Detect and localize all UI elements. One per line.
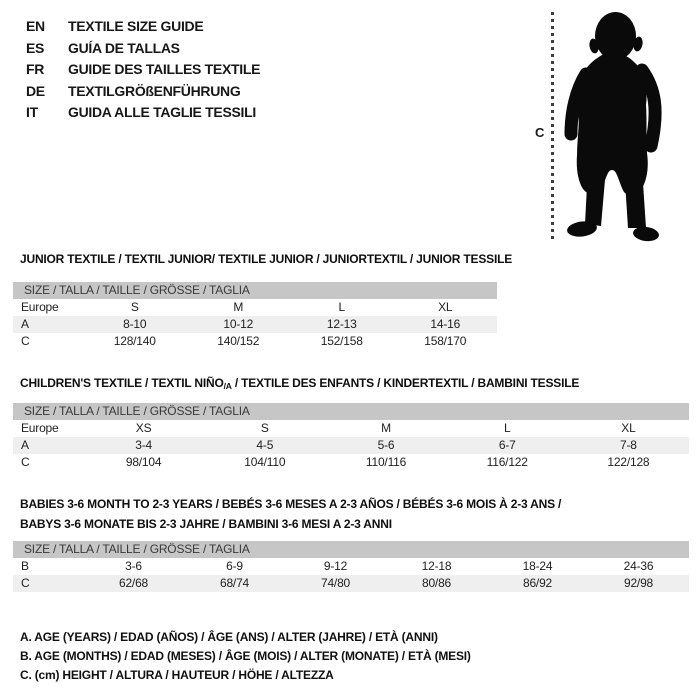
value-cell: 158/170 xyxy=(424,334,467,348)
height-measure-dotted-line xyxy=(551,12,554,243)
size-cell: L xyxy=(503,421,511,435)
value-cell: 5-6 xyxy=(377,438,395,452)
language-label: GUIDA ALLE TAGLIE TESSILI xyxy=(68,104,256,120)
value-cell: 68/74 xyxy=(219,576,250,590)
size-cell: M xyxy=(381,421,391,435)
value-cell: 80/86 xyxy=(421,576,452,590)
height-measure-label: C xyxy=(535,125,545,140)
junior-size-table xyxy=(13,282,497,350)
value-cell: 74/80 xyxy=(320,576,351,590)
value-cell: 122/128 xyxy=(607,455,650,469)
legend-line-a: A. AGE (YEARS) / EDAD (AÑOS) / ÂGE (ANS) / ALTER (JAHRE) / ETÀ (ANNI) xyxy=(20,630,438,644)
size-header-bar: SIZE / TALLA / TAILLE / GRÖSSE / TAGLIA xyxy=(13,541,689,558)
legend-line-c: C. (cm) HEIGHT / ALTURA / HAUTEUR / HÖHE / ALTEZZA xyxy=(20,668,334,682)
row-label: A xyxy=(21,317,29,331)
table-row-a xyxy=(13,437,689,454)
babies-table-title xyxy=(20,494,561,534)
value-cell: 6-9 xyxy=(226,559,243,573)
babies-title-line1: BABIES 3-6 MONTH TO 2-3 YEARS / BEBÉS 3-6 MESES A 2-3 AÑOS / BÉBÉS 3-6 MOIS À 2-3 ANS / xyxy=(20,497,562,511)
language-label: TEXTILGRÖßENFÜHRUNG xyxy=(68,82,241,99)
value-cell: 24-36 xyxy=(623,559,654,573)
size-cell: L xyxy=(338,300,345,314)
children-table-title xyxy=(20,376,579,394)
size-header-bar: SIZE / TALLA / TAILLE / GRÖSSE / TAGLIA xyxy=(13,403,689,420)
children-title-subscript: /A xyxy=(223,381,232,391)
row-label: Europe xyxy=(21,421,59,435)
language-row-es xyxy=(26,38,260,60)
language-code: ES xyxy=(26,39,45,56)
junior-table-title: JUNIOR TEXTILE / TEXTIL JUNIOR/ TEXTILE JUNIOR / JUNIORTEXTIL / JUNIOR TESSILE xyxy=(20,252,513,266)
toddler-silhouette-icon xyxy=(562,8,668,244)
value-cell: 128/140 xyxy=(113,334,156,348)
table-row-europe xyxy=(13,299,497,316)
size-cell: S xyxy=(260,421,269,435)
value-cell: 6-7 xyxy=(498,438,516,452)
language-label: TEXTILE SIZE GUIDE xyxy=(68,18,204,34)
value-cell: 140/152 xyxy=(217,334,260,348)
row-label: C xyxy=(21,576,30,590)
value-cell: 8-10 xyxy=(123,317,147,331)
size-header-bar: SIZE / TALLA / TAILLE / GRÖSSE / TAGLIA xyxy=(13,282,497,299)
value-cell: 7-8 xyxy=(620,438,637,452)
value-cell: 104/110 xyxy=(244,455,286,469)
children-size-table xyxy=(13,403,689,471)
language-code: DE xyxy=(26,82,45,99)
babies-title-line2: BABYS 3-6 MONATE BIS 2-3 JAHRE / BAMBINI 3-6 MESI A 2-3 ANNI xyxy=(20,517,392,531)
row-label: B xyxy=(21,559,29,573)
value-cell: 12-18 xyxy=(421,559,452,573)
measurement-legend xyxy=(20,628,471,685)
language-code: EN xyxy=(26,18,45,34)
row-label: Europe xyxy=(21,300,59,314)
value-cell: 4-5 xyxy=(256,438,274,452)
value-cell: 14-16 xyxy=(430,317,461,331)
table-row-a xyxy=(13,316,497,333)
value-cell: 10-12 xyxy=(223,317,254,331)
table-row-b xyxy=(13,558,689,575)
value-cell: 116/122 xyxy=(486,455,528,469)
value-cell: 9-12 xyxy=(323,559,348,573)
language-row-fr xyxy=(26,59,260,81)
size-cell: XL xyxy=(621,421,636,435)
babies-size-table xyxy=(13,541,689,592)
language-list xyxy=(26,16,260,124)
children-title-suffix: / TEXTILE DES ENFANTS / KINDERTEXTIL / BAMBINI TESSILE xyxy=(231,376,580,390)
value-cell: 86/92 xyxy=(522,576,553,590)
value-cell: 18-24 xyxy=(522,559,553,573)
row-label: A xyxy=(21,438,29,452)
table-row-c xyxy=(13,454,689,471)
children-title-prefix: CHILDREN'S TEXTILE / TEXTIL NIÑO xyxy=(20,376,224,390)
language-row-de xyxy=(26,81,260,103)
table-row-europe xyxy=(13,420,689,437)
language-row-it xyxy=(26,102,260,124)
row-label: C xyxy=(21,334,30,348)
language-row-en xyxy=(26,16,260,38)
value-cell: 92/98 xyxy=(623,576,654,590)
value-cell: 3-4 xyxy=(135,438,152,452)
value-cell: 98/104 xyxy=(125,455,162,469)
legend-line-b: B. AGE (MONTHS) / EDAD (MESES) / ÂGE (MOIS) / ALTER (MONATE) / ETÀ (MESI) xyxy=(20,649,471,663)
size-cell: XL xyxy=(438,300,453,314)
language-label: GUÍA DE TALLAS xyxy=(68,39,180,56)
value-cell: 3-6 xyxy=(125,559,142,573)
value-cell: 152/158 xyxy=(320,334,363,348)
size-cell: XS xyxy=(135,421,152,435)
language-code: IT xyxy=(26,104,38,120)
row-label: C xyxy=(21,455,30,469)
value-cell: 110/116 xyxy=(365,455,407,469)
language-code: FR xyxy=(26,61,45,77)
size-cell: S xyxy=(130,300,139,314)
size-cell: M xyxy=(233,300,244,314)
table-row-c xyxy=(13,333,497,350)
value-cell: 62/68 xyxy=(118,576,149,590)
language-label: GUIDE DES TAILLES TEXTILE xyxy=(68,61,261,77)
table-row-c xyxy=(13,575,689,592)
value-cell: 12-13 xyxy=(326,317,357,331)
